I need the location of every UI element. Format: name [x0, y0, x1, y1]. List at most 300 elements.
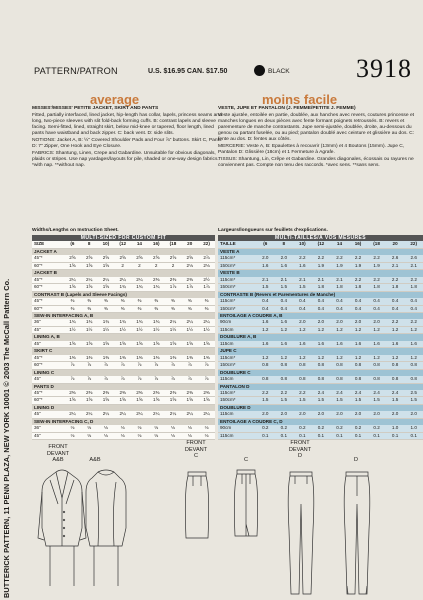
- table-section-row: [32, 248, 215, 255]
- table-cell: 2.0: [386, 411, 405, 418]
- pattern-label: PATTERN/PATRON: [34, 66, 118, 76]
- table-cell: 0.8: [293, 362, 312, 369]
- table-row: [218, 298, 423, 305]
- table-row: [32, 432, 215, 439]
- table-row: [32, 341, 215, 348]
- table-cell: ⅛: [131, 425, 148, 432]
- table-cell: 2.2: [293, 390, 312, 397]
- table-cell: 1⅜: [98, 355, 115, 362]
- table-section-row: [32, 418, 215, 425]
- table-cell: 1.2: [404, 326, 423, 333]
- table-cell: 0.8: [312, 376, 331, 383]
- table-cell: 1.9: [330, 262, 349, 269]
- table-cell: 2.2: [293, 255, 312, 262]
- table-section-row: [32, 404, 215, 411]
- fabric-width: 115cm*: [218, 390, 256, 397]
- table-cell: 2¼: [165, 411, 182, 418]
- table-cell: 0.2: [312, 425, 331, 432]
- table-row: [32, 326, 215, 333]
- table-cell: 0.8: [404, 376, 423, 383]
- table-row: [218, 390, 423, 397]
- table-row: [32, 376, 215, 383]
- table-cell: ⅞: [181, 376, 198, 383]
- fabric-width: 115cm: [218, 411, 256, 418]
- table-cell: 1.6: [275, 319, 294, 326]
- fabric-width: 115cm*: [218, 355, 256, 362]
- table-cell: ⅛: [98, 432, 115, 439]
- table-cell: 2.1: [386, 262, 405, 269]
- table-row: [218, 411, 423, 418]
- size-column-header: 16): [148, 241, 165, 248]
- fabric-width: 115cm: [218, 341, 256, 348]
- table-section-row: [32, 270, 215, 277]
- pants-front-sketch: [286, 470, 316, 596]
- table-cell: 2⅝: [165, 255, 182, 262]
- table-cell: 0.8: [275, 362, 294, 369]
- table-cell: 0.8: [256, 376, 275, 383]
- table-cell: 1.6: [330, 341, 349, 348]
- table-cell: 2⅝: [114, 255, 131, 262]
- table-cell: 1⅝: [114, 341, 131, 348]
- widths-note-en: Widths/Lengths on Instruction Sheet.: [32, 228, 119, 233]
- table-cell: 1.8: [349, 284, 368, 291]
- table-cell: 1⅝: [98, 262, 115, 269]
- table-cell: 1.2: [349, 355, 368, 362]
- table-section-row: [32, 312, 215, 319]
- fabric-width: 60"*: [32, 284, 64, 291]
- table-cell: 1⅜: [181, 355, 198, 362]
- fabric-width: 115cm: [218, 376, 256, 383]
- fabric-width: 45"*: [32, 255, 64, 262]
- table-cell: 0.8: [293, 376, 312, 383]
- table-cell: 2.5: [404, 390, 423, 397]
- table-cell: 0.8: [330, 362, 349, 369]
- color-label: BLACK: [268, 68, 290, 75]
- table-cell: 2¼: [131, 411, 148, 418]
- table-cell: 1.8: [386, 284, 405, 291]
- table-row: [32, 397, 215, 404]
- table-row: [218, 397, 423, 404]
- table-cell: 1.2: [330, 326, 349, 333]
- table-cell: 1.9: [312, 262, 331, 269]
- table-cell: 1⅝: [64, 341, 81, 348]
- table-cell: 1⅝: [165, 341, 182, 348]
- table-cell: 0.2: [256, 425, 275, 432]
- table-cell: 1.6: [367, 341, 386, 348]
- table-cell: 1.5: [386, 397, 405, 404]
- table-cell: 1.5: [404, 397, 423, 404]
- table-row: [218, 326, 423, 333]
- table-cell: 0.8: [367, 362, 386, 369]
- table-cell: 2.0: [330, 319, 349, 326]
- table-cell: 2⅝: [148, 255, 165, 262]
- table-cell: ⅛: [165, 425, 182, 432]
- size-column-header: 22): [404, 241, 423, 248]
- table-cell: 1.5: [293, 397, 312, 404]
- table-cell: ⅛: [81, 432, 98, 439]
- fabric-width: 45": [32, 432, 64, 439]
- table-cell: 1⅝: [114, 397, 131, 404]
- table-cell: 1.6: [312, 341, 331, 348]
- table-cell: 1.5: [330, 397, 349, 404]
- table-cell: 1.5: [312, 397, 331, 404]
- fabric-width: 150cm*: [218, 284, 256, 291]
- table-cell: ⅜: [181, 305, 198, 312]
- table-cell: 2¼: [165, 319, 182, 326]
- price: U.S. $16.95 CAN. $17.50: [148, 68, 228, 75]
- table-cell: 1.2: [256, 326, 275, 333]
- table-cell: 1⅝: [148, 397, 165, 404]
- table-cell: 1.6: [275, 262, 294, 269]
- table-cell: 2.2: [386, 277, 405, 284]
- table-cell: 1½: [81, 326, 98, 333]
- table-cell: 1.6: [275, 341, 294, 348]
- size-column-header: (6: [256, 241, 275, 248]
- fabrics-en: FABRICS: Shantung, Linen, Crepe and Gabardine. Unsuitable for obvious diagonals, plaids or stripes. Use nap yardages/layouts for pile, shaded or one-way design fabrics. *with nap. **without nap.: [32, 150, 219, 168]
- table-cell: 0.4: [386, 305, 405, 312]
- table-cell: 1.2: [275, 326, 294, 333]
- table-cell: ⅜: [81, 298, 98, 305]
- table-cell: 2.2: [312, 255, 331, 262]
- table-cell: ⅛: [181, 425, 198, 432]
- table-cell: 0.2: [349, 425, 368, 432]
- table-cell: 0.8: [404, 362, 423, 369]
- table-cell: 2: [131, 262, 148, 269]
- table-cell: 1.8: [367, 284, 386, 291]
- table-cell: 1.8: [404, 284, 423, 291]
- table-section-row: [218, 418, 423, 425]
- table-row: [218, 362, 423, 369]
- jacket-back-sketch: [84, 468, 128, 588]
- table-cell: 2¼: [181, 411, 198, 418]
- table-cell: 1.6: [386, 341, 405, 348]
- table-cell: 1.5: [367, 397, 386, 404]
- table-cell: 2.0: [256, 255, 275, 262]
- table-cell: 2⅜: [181, 390, 198, 397]
- table-cell: ⅞: [131, 362, 148, 369]
- table-cell: ⅛: [148, 432, 165, 439]
- jacket-front-sketch: [36, 468, 88, 588]
- table-cell: ⅜: [64, 298, 81, 305]
- table-cell: 2⅜: [81, 390, 98, 397]
- table-cell: 1⅝: [64, 284, 81, 291]
- notions-en: NOTIONS: Jacket A, B: ½" Covered Shoulder Pads and Four ⅞" buttons. Skirt C, Pants D: 7" Zipper, One Hook and Eye Closure.: [32, 137, 222, 149]
- size-header: SIZE: [32, 241, 64, 248]
- table-cell: 2⅜: [114, 390, 131, 397]
- fabric-width: 60"*: [32, 362, 64, 369]
- table-cell: 1.5: [293, 284, 312, 291]
- table-cell: 2½: [198, 277, 215, 284]
- table-cell: ⅛: [148, 425, 165, 432]
- table-cell: 1⅝: [98, 284, 115, 291]
- fabric-width: 45"*: [32, 390, 64, 397]
- table-cell: 1⅝: [64, 262, 81, 269]
- table-cell: 2.0: [256, 411, 275, 418]
- table-cell: 2.2: [349, 277, 368, 284]
- table-cell: 1⅝: [64, 397, 81, 404]
- table-cell: 0.4: [330, 305, 349, 312]
- table-cell: 2⅝: [81, 255, 98, 262]
- publisher-address: BUTTERICK PATTERN, 11 PENN PLAZA, NEW YORK 10001 © 2003 The McCall Pattern Co.: [2, 278, 11, 598]
- fabric-width: 60"*: [32, 305, 64, 312]
- desc-fr: Veste ajustée, entoilée en partie, doublée, aux hanches avec revers, coutures princesse et manches longues en deux pièces avec fente formant poignets retroussés. B: revers et parementure de manche contrastants. Jupe semi-ajustée, doublée, droite, au-dessous du genou ou partant fuselée, ou au pied; pantalon doublé avec ceinture et glissière au dos. C: fente au dos. D: fentes aux côtés.: [218, 112, 415, 143]
- fabric-width: 150cm*: [218, 397, 256, 404]
- table-cell: 2.0: [275, 411, 294, 418]
- table-cell: 2¼: [114, 277, 131, 284]
- size-column-header: (6: [64, 241, 81, 248]
- table-cell: 0.2: [367, 425, 386, 432]
- section-label: PANTS D: [32, 383, 215, 390]
- section-label: JUPE C: [218, 348, 423, 355]
- table-cell: 2.6: [386, 255, 405, 262]
- table-cell: 0.2: [275, 425, 294, 432]
- table-cell: 2.0: [312, 319, 331, 326]
- table-cell: 2.0: [275, 255, 294, 262]
- table-cell: 1.2: [386, 326, 405, 333]
- figure-label-back-d: D: [353, 457, 359, 463]
- table-cell: 1.8: [312, 284, 331, 291]
- table-cell: 1.2: [293, 355, 312, 362]
- table-cell: 0.4: [386, 298, 405, 305]
- table-cell: 1⅜: [165, 355, 182, 362]
- table-cell: 0.8: [330, 376, 349, 383]
- table-row: [218, 355, 423, 362]
- fabric-width: 36": [32, 319, 64, 326]
- table-cell: ⅜: [148, 305, 165, 312]
- table-cell: ⅛: [98, 425, 115, 432]
- table-cell: ⅞: [98, 362, 115, 369]
- table-cell: 0.8: [349, 362, 368, 369]
- table-cell: 1⅜: [198, 355, 215, 362]
- table-cell: 2¼: [198, 319, 215, 326]
- table-cell: 2⅝: [64, 255, 81, 262]
- table-cell: 2⅜: [198, 390, 215, 397]
- skirt-front-sketch: [184, 470, 210, 540]
- table-cell: 1⅝: [81, 341, 98, 348]
- table-cell: ⅞: [64, 376, 81, 383]
- table-cell: 2⅜: [165, 277, 182, 284]
- table-row: [218, 319, 423, 326]
- section-label: LINING A, B: [32, 334, 215, 341]
- table-cell: ⅞: [181, 362, 198, 369]
- section-label: SEW-IN INTERFACING A, B: [32, 312, 215, 319]
- size-column-header: (18: [367, 241, 386, 248]
- table-cell: ⅜: [98, 305, 115, 312]
- table-cell: 0.2: [293, 425, 312, 432]
- table-cell: 1⅜: [114, 355, 131, 362]
- table-cell: 1.6: [256, 319, 275, 326]
- table-cell: ⅜: [165, 305, 182, 312]
- size-header: TAILLE: [218, 241, 256, 248]
- table-section-row: [218, 369, 423, 376]
- table-cell: ⅛: [131, 432, 148, 439]
- table-cell: ⅛: [198, 432, 215, 439]
- table-cell: 0.2: [330, 425, 349, 432]
- table-cell: 1.0: [386, 425, 405, 432]
- section-label: VESTE B: [218, 270, 423, 277]
- table-cell: ⅛: [81, 425, 98, 432]
- table-cell: 2.0: [404, 411, 423, 418]
- table-cell: 1¾: [148, 284, 165, 291]
- table-cell: 0.4: [349, 298, 368, 305]
- table-cell: 0.4: [275, 305, 294, 312]
- table-cell: 2⅝: [181, 255, 198, 262]
- description-fr: [218, 106, 423, 170]
- table-cell: 1¾: [64, 319, 81, 326]
- table-cell: 2.2: [349, 255, 368, 262]
- fabric-width: 45": [32, 341, 64, 348]
- title-fr: VESTE, JUPE ET PANTALON (J. FEMME/PETITE J. FEMME): [218, 106, 356, 111]
- table-cell: 1¾: [148, 319, 165, 326]
- difficulty-fr: moins facile: [262, 92, 338, 107]
- table-cell: 0.4: [349, 305, 368, 312]
- figure-label-back-ab: A&B: [89, 457, 101, 463]
- table-cell: 1⅞: [165, 284, 182, 291]
- table-cell: 2.0: [293, 319, 312, 326]
- table-cell: 2.4: [312, 390, 331, 397]
- size-column-header: 20: [181, 241, 198, 248]
- table-section-row: [218, 383, 423, 390]
- table-cell: 1⅝: [81, 397, 98, 404]
- size-column-header: 10): [98, 241, 115, 248]
- table-cell: 2¼: [98, 277, 115, 284]
- table-cell: 1½: [148, 326, 165, 333]
- table-cell: 1.5: [275, 284, 294, 291]
- size-column-header: 22): [198, 241, 215, 248]
- table-cell: 1½: [198, 326, 215, 333]
- table-cell: 1.6: [404, 341, 423, 348]
- table-cell: 2⅜: [64, 390, 81, 397]
- table-cell: 1¾: [131, 319, 148, 326]
- table-cell: ⅛: [198, 425, 215, 432]
- size-column-header: 10): [293, 241, 312, 248]
- table-cell: 2¼: [181, 319, 198, 326]
- table-cell: 1⅝: [81, 284, 98, 291]
- table-cell: ⅛: [64, 425, 81, 432]
- table-cell: 2¼: [148, 411, 165, 418]
- table-cell: 2¼: [64, 411, 81, 418]
- table-section-row: [32, 291, 215, 298]
- fabric-width: 60"*: [32, 262, 64, 269]
- table-cell: ⅜: [114, 305, 131, 312]
- table-cell: 2.4: [386, 390, 405, 397]
- table-cell: 2⅛: [198, 262, 215, 269]
- table-cell: ⅜: [131, 298, 148, 305]
- fabric-width: 150cm*: [218, 262, 256, 269]
- table-cell: 2⅜: [98, 390, 115, 397]
- table-section-row: [218, 291, 423, 298]
- table-cell: 1⅜: [131, 355, 148, 362]
- table-cell: 1.0: [404, 425, 423, 432]
- table-section-row: [218, 334, 423, 341]
- table-cell: 0.4: [312, 298, 331, 305]
- table-cell: 1⅝: [131, 397, 148, 404]
- table-cell: 0.1: [386, 432, 405, 439]
- table-row: [218, 262, 423, 269]
- yardage-table-en: [32, 235, 215, 440]
- table-cell: 1.5: [275, 397, 294, 404]
- fabric-width: 115cm*: [218, 277, 256, 284]
- table-cell: 0.8: [256, 362, 275, 369]
- widths-note-fr: Largeurs/longueurs sur feuillets d'explications.: [218, 228, 328, 233]
- size-column-header: (12: [114, 241, 131, 248]
- section-label: PANTALON D: [218, 383, 423, 390]
- table-cell: 1⅝: [165, 397, 182, 404]
- section-label: JACKET B: [32, 270, 215, 277]
- table-cell: 2⅜: [181, 277, 198, 284]
- table-cell: 1½: [64, 326, 81, 333]
- table-cell: 0.1: [404, 432, 423, 439]
- table-cell: 0.8: [349, 376, 368, 383]
- table-cell: 1⅞: [181, 284, 198, 291]
- table-cell: 1.2: [330, 355, 349, 362]
- table-cell: 2.1: [293, 277, 312, 284]
- size-column-header: 8: [275, 241, 294, 248]
- table-row: [32, 390, 215, 397]
- table-cell: 2.4: [330, 390, 349, 397]
- table-cell: 1¾: [131, 284, 148, 291]
- desc-en: Fitted, partially interfaced, lined jacket, hip-length has collar, lapels, princess seams and long, two-piece sleeves with slit fold-back forming cuffs. B: contrast lapels and sleeve facing. Semi-fitted, lined, straight skirt, below mid-knee or tapered, floor length, lined pants have waistband and back zipper. C: back vent. D: side slits.: [32, 112, 222, 137]
- size-column-header: 8: [81, 241, 98, 248]
- table-row: [218, 284, 423, 291]
- figure-label-front-d: FRONT DEVANT D: [288, 440, 312, 459]
- table-cell: 1.2: [275, 355, 294, 362]
- fabric-width: 45": [32, 326, 64, 333]
- fabric-width: 45": [32, 376, 64, 383]
- table-cell: ⅞: [198, 362, 215, 369]
- description-en: [32, 106, 226, 170]
- table-section-row: [32, 383, 215, 390]
- table-cell: 1.5: [349, 397, 368, 404]
- table-cell: 2¼: [114, 411, 131, 418]
- table-cell: 0.1: [275, 432, 294, 439]
- section-label: SKIRT C: [32, 348, 215, 355]
- table-cell: 0.4: [256, 305, 275, 312]
- section-label: LINING C: [32, 369, 215, 376]
- fabric-width: 115cm: [218, 326, 256, 333]
- table-cell: 2⅜: [165, 390, 182, 397]
- size-column-header: 20: [386, 241, 405, 248]
- table-cell: ⅛: [64, 432, 81, 439]
- table-cell: 2¼: [81, 411, 98, 418]
- table-cell: ⅞: [64, 362, 81, 369]
- table-cell: ⅞: [148, 376, 165, 383]
- table-cell: 0.4: [293, 305, 312, 312]
- table-cell: 2.1: [330, 277, 349, 284]
- fabric-width: 90cm: [218, 319, 256, 326]
- table-cell: ⅞: [148, 362, 165, 369]
- table-cell: ⅛: [165, 432, 182, 439]
- table-cell: 0.8: [386, 362, 405, 369]
- table-title: MULTI-SIZED FOR CUSTOM FIT: [32, 235, 215, 241]
- table-row: [218, 425, 423, 432]
- fabric-width: 115cm*: [218, 298, 256, 305]
- table-cell: 2.6: [404, 255, 423, 262]
- table-cell: 0.8: [367, 376, 386, 383]
- table-cell: 0.8: [275, 376, 294, 383]
- table-cell: 1.2: [312, 355, 331, 362]
- table-cell: 2¼: [98, 411, 115, 418]
- table-cell: 2⅝: [131, 255, 148, 262]
- size-column-header: 14: [131, 241, 148, 248]
- table-cell: ⅞: [81, 376, 98, 383]
- table-cell: 1⅝: [98, 397, 115, 404]
- table-title: MULTI-TAILLES/À VOS MESURES: [218, 235, 423, 241]
- section-label: JACKET A: [32, 248, 215, 255]
- fabric-width: 45"*: [32, 355, 64, 362]
- table-cell: 1⅝: [181, 397, 198, 404]
- table-cell: 1⅜: [148, 355, 165, 362]
